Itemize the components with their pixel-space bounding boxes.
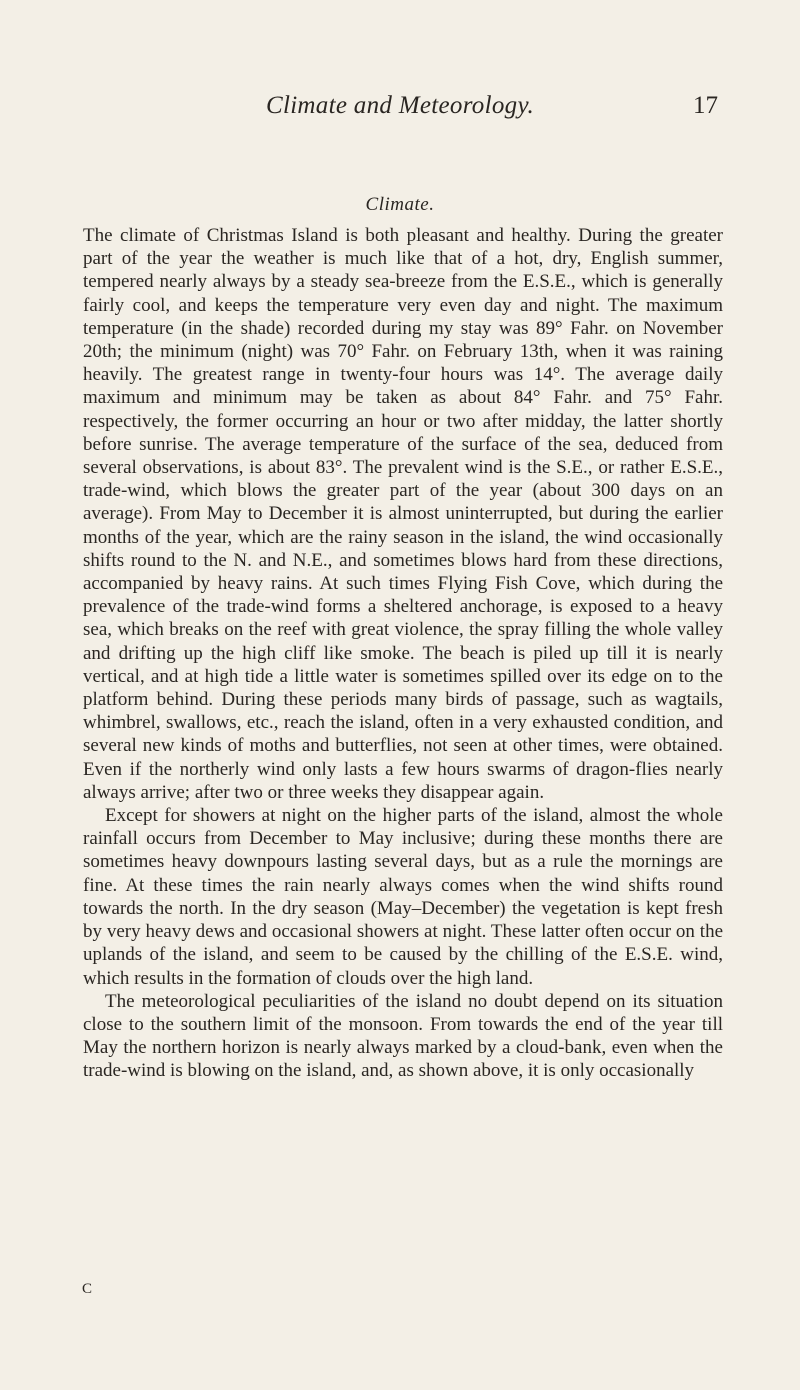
- paragraph-3: The meteorological peculiarities of the island no doubt depend on its situation close to the southern limit of the monsoon. From towards the end of the year till May the northern horizon is nearly always marked by a cloud-bank, even when the trade-wind is blowing on the island, and, as shown above, it is only occasionally: [83, 990, 723, 1082]
- running-head: [0, 92, 800, 132]
- body-text: [83, 224, 723, 1083]
- page-number: 17: [693, 92, 718, 119]
- signature-mark: C: [82, 1281, 94, 1297]
- section-heading: Climate.: [365, 194, 435, 215]
- running-title: Climate and Meteorology.: [265, 92, 535, 119]
- paragraph-1: The climate of Christmas Island is both pleasant and healthy. During the greater part of the year the weather is much like that of a hot, dry, English summer, tempered nearly always by a steady sea-breeze from the E.S.E., which is generally fairly cool, and keeps the temperature very even day and night. The maximum temperature (in the shade) recorded during my stay was 89° Fahr. on November 20th; the minimum (night) was 70° Fahr. on February 13th, when it was raining heavily. The greatest range in twenty-four hours was 14°. The average daily maximum and minimum may be taken as about 84° Fahr. and 75° Fahr. respectively, the former occurring an hour or two after midday, the latter shortly before sunrise. The average temperature of the surface of the sea, deduced from several observations, is about 83°. The prevalent wind is the S.E., or rather E.S.E., trade-wind, which blows the greater part of the year (about 300 days on an average). From May to December it is almost uninterrupted, but during the earlier months of the year, which are the rainy season in the island, the wind occasionally shifts round to the N. and N.E., and sometimes blows hard from these directions, accompanied by heavy rains. At such times Flying Fish Cove, which during the prevalence of the trade-wind forms a sheltered anchorage, is exposed to a heavy sea, which breaks on the reef with great violence, the spray filling the whole valley and drifting up the high cliff like smoke. The beach is piled up till it is nearly vertical, and at high tide a little water is sometimes spilled over its edge on to the platform behind. During these periods many birds of passage, such as wagtails, whimbrel, swallows, etc., reach the island, often in a very exhausted condition, and several new kinds of moths and butterflies, not seen at other times, were obtained. Even if the northerly wind only lasts a few hours swarms of dragon-flies nearly always arrive; after two or three weeks they disappear again.: [83, 225, 723, 803]
- paragraph-2: Except for showers at night on the higher parts of the island, almost the whole rainfall occurs from December to May inclusive; during these months there are sometimes heavy downpours lasting several days, but as a rule the mornings are fine. At these times the rain nearly always comes when the wind shifts round towards the north. In the dry season (May–December) the vegetation is kept fresh by very heavy dews and occasional showers at night. These latter often occur on the uplands of the island, and seem to be caused by the chilling of the E.S.E. wind, which results in the formation of clouds over the high land.: [83, 805, 723, 989]
